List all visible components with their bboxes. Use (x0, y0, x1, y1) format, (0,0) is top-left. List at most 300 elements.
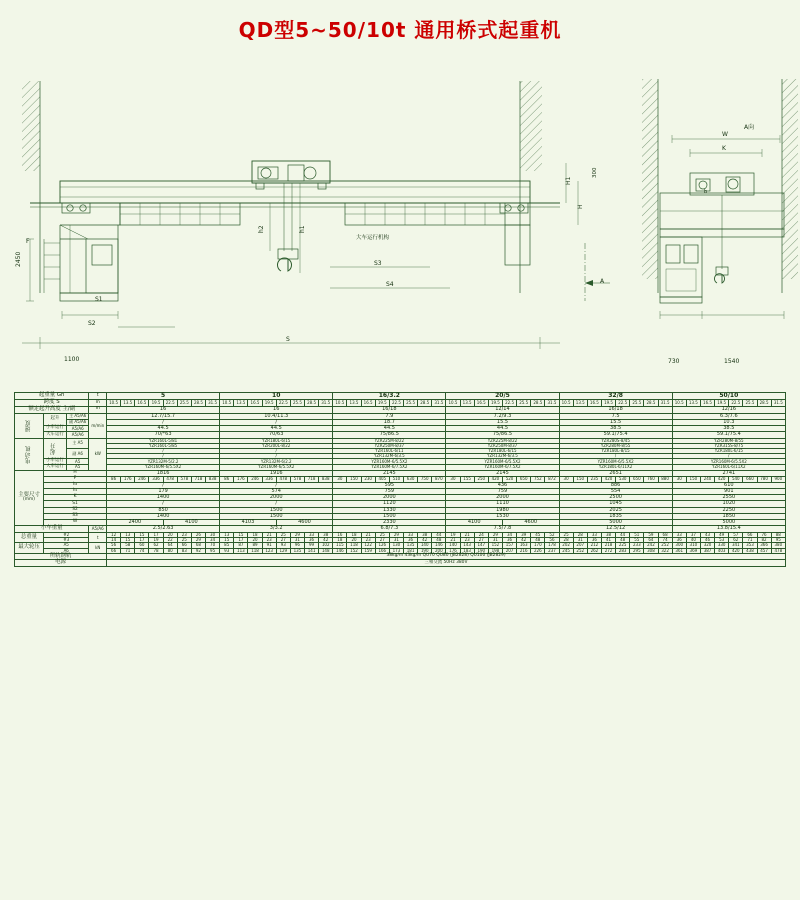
wheel-a5-cell: 380 (771, 543, 785, 548)
speed-trolley-5: 44.5 (107, 426, 220, 432)
span-cell: 25.5 (290, 400, 304, 407)
tw2-cell: 29 (290, 532, 304, 537)
tw2-cell: 51 (630, 532, 644, 537)
dim-F-cell: 150 (573, 476, 587, 482)
wheel-a5-cell: 102 (319, 543, 333, 548)
label-K: K (722, 145, 726, 152)
span-cell: 22.5 (389, 400, 403, 407)
wheel-a6-cell: 361 (672, 548, 686, 553)
row-label-lift-height-sub: 主/副 (62, 405, 76, 412)
dim-S3-16: 1500 (333, 513, 446, 519)
row-label-motor-lift: 起升 (43, 438, 66, 459)
tw3-cell: 36 (672, 538, 686, 543)
wheel-a6-cell: 118 (248, 548, 262, 553)
dim-W-8: 5000 (672, 520, 785, 526)
tw3-cell: 71 (743, 538, 757, 543)
wheel-a5-cell: 218 (601, 543, 615, 548)
span-cell: 31.5 (432, 400, 446, 407)
wheel-a5-cell: 146 (432, 543, 446, 548)
dim-F-cell: 540 (729, 476, 743, 482)
tw2-cell: 33 (403, 532, 417, 537)
dim-S4-16: 2330 (333, 520, 446, 526)
tw3-cell: 27 (375, 538, 389, 543)
wheel-a6-cell: 245 (559, 548, 573, 553)
span-cell: 13.5 (121, 400, 135, 407)
wheel-a5-cell: 140 (418, 543, 432, 548)
wheel-a6-cell: 226 (531, 548, 545, 553)
label-1100: 1100 (64, 356, 80, 363)
rail-value: 38kg/m 43kg/m QU70 QU80 (JB2828) QU100 (JB2829) (107, 553, 786, 560)
tw2-cell: 26 (191, 532, 205, 537)
speed-aux-5: / (107, 419, 220, 425)
dim-F-cell: 150 (686, 476, 700, 482)
wheel-a6-cell: 80 (163, 548, 177, 553)
motor-aux2-50: / (672, 454, 785, 459)
wheel-a5-cell: 143 (460, 543, 474, 548)
tw2-cell: 33 (672, 532, 686, 537)
tw2-cell: 28 (573, 532, 587, 537)
wheel-a5-cell: 56 (107, 543, 121, 548)
dim-F-cell: 510 (389, 476, 403, 482)
span-cell: 19.5 (715, 400, 729, 407)
cap-50: 50/10 (672, 393, 785, 400)
wheel-a6-cell: 146 (333, 548, 347, 553)
wheel-a6-cell: 83 (177, 548, 191, 553)
tw2-cell: 23 (177, 532, 191, 537)
motor-aux-50: YZR180L-6/15 (672, 449, 785, 454)
label-h1: h1 (299, 225, 306, 233)
dim-F-cell: 176 (121, 476, 135, 482)
dim-h1-50: 901 (672, 488, 785, 494)
tw3-cell: 56 (545, 538, 559, 543)
tw3-cell: 29 (191, 538, 205, 543)
motor-trolley-20: YZR160M-6/5.5X2 (446, 459, 559, 465)
motor-bridge-50: YZR160L-6/11X2 (672, 465, 785, 471)
tw2-cell: 16 (333, 532, 347, 537)
label-b: b (704, 189, 708, 195)
span-cell: 13.5 (686, 400, 700, 407)
tw3-cell: 31 (488, 538, 502, 543)
tw3-cell: 40 (686, 538, 700, 543)
span-cell: 22.5 (729, 400, 743, 407)
tw3-cell: 15 (121, 538, 135, 543)
span-cell: 22.5 (163, 400, 177, 407)
speed-bridge-50: 59.1/75.4 (672, 432, 785, 438)
wheel-a5-cell: 330 (715, 543, 729, 548)
dim-F-cell: 478 (276, 476, 290, 482)
tw2-cell: 38 (601, 532, 615, 537)
wheel-a6-cell: 93 (220, 548, 234, 553)
speed-trolley-16: 44.5 (333, 426, 446, 432)
motor-lift2-50: YZR315S-8/75 (672, 443, 785, 448)
dim-F-cell: 230 (361, 476, 375, 482)
motor-aux-20: YZR180L-6/15 (446, 449, 559, 454)
tw3-cell: 23 (361, 538, 375, 543)
label-A-view: A向 (744, 124, 755, 131)
wheel-a5-cell: 212 (587, 543, 601, 548)
span-cell: 10.5 (446, 400, 460, 407)
speed-bridge-32: 59.1/75.4 (559, 432, 672, 438)
dim-F-cell: 880 (658, 476, 672, 482)
speed-bridge-10: 70/63 (220, 432, 333, 438)
row-label-max-wheel-sub1: A5 (43, 543, 88, 548)
dim-S2-10: 1500 (220, 507, 333, 513)
trolley-w-5: 2.5/2.63 (107, 526, 220, 533)
tw2-cell: 44 (616, 532, 630, 537)
motor-lift2-5: YZR160L-5/85 (107, 443, 220, 448)
tw2-cell: 38 (319, 532, 333, 537)
wheel-a6-cell: 252 (573, 548, 587, 553)
dim-W-1: 2400 (107, 520, 164, 526)
motor-trolley-10: YZR132M-6/2.2 (220, 459, 333, 465)
dim-K-32: 2500 (559, 495, 672, 501)
speed-aux-50: 10.3 (672, 419, 785, 425)
dim-h1-20: 759 (446, 488, 559, 494)
dim-F-cell: 176 (234, 476, 248, 482)
specification-table (14, 392, 786, 567)
wheel-a5-cell: 68 (191, 543, 205, 548)
wheel-a5-cell: 135 (403, 543, 417, 548)
dim-F-cell: 650 (630, 476, 644, 482)
wheel-a5-cell: 60 (135, 543, 149, 548)
dim-S3-10: 1500 (220, 513, 333, 519)
wheel-a5-cell: 163 (517, 543, 531, 548)
row-label-motor-lift-aux: 副 A6 (66, 449, 89, 459)
wheel-a5-cell: 96 (290, 543, 304, 548)
tw3-cell: 41 (601, 538, 615, 543)
tw2-cell: 21 (262, 532, 276, 537)
label-S2: S2 (88, 320, 96, 327)
dim-H-5: 1816 (107, 470, 220, 476)
tw3-cell: 82 (757, 538, 771, 543)
span-cell: 10.5 (333, 400, 347, 407)
tw2-cell: 34 (502, 532, 516, 537)
wheel-a5-cell: 225 (616, 543, 630, 548)
span-cell: 16.5 (248, 400, 262, 407)
tw3-cell: 55 (630, 538, 644, 543)
tw3-cell: 36 (502, 538, 516, 543)
dim-W-7: 5000 (559, 520, 672, 526)
dim-S1-16: 1120 (333, 501, 446, 507)
spec-table (14, 392, 786, 567)
motor-lift2-10: YZR200L-8/22 (220, 443, 333, 448)
tw2-cell: 21 (460, 532, 474, 537)
row-label-speed-main-sub1: 主 A5/A6 (66, 413, 89, 419)
tw3-cell: 31 (573, 538, 587, 543)
dim-S2-5: 850 (107, 507, 220, 513)
dim-S1-50: 1020 (672, 501, 785, 507)
span-cell: 31.5 (206, 400, 220, 407)
tw2-cell: 25 (375, 532, 389, 537)
speed-bridge-5: 70/*63 (107, 432, 220, 438)
cap-10: 10 (220, 393, 333, 400)
table-row-power (15, 560, 786, 567)
row-label-speed-trolley-sub: A5/A6 (66, 426, 89, 432)
dim-F-cell: 336 (149, 476, 163, 482)
motor-aux-32: YZR180L-8/15 (559, 449, 672, 454)
tw2-cell: 15 (135, 532, 149, 537)
dim-W-3: 4103 (220, 520, 277, 526)
dim-K-10: 2000 (220, 495, 333, 501)
wheel-a5-cell: 140 (446, 543, 460, 548)
span-cell: 31.5 (658, 400, 672, 407)
span-cell: 10.5 (559, 400, 573, 407)
tw2-cell: 13 (220, 532, 234, 537)
wheel-a5-cell: 99 (305, 543, 319, 548)
motor-trolley-50: YZR160M-6/5.5X2 (672, 459, 785, 465)
wheel-a5-cell: 300 (672, 543, 686, 548)
trolley-w-10: 3/3.2 (220, 526, 333, 533)
dim-F-cell: 235 (587, 476, 601, 482)
motor-aux2-5: / (107, 454, 220, 459)
label-h2: h2 (258, 225, 265, 233)
span-cell: 28.5 (531, 400, 545, 407)
row-label-total-weight-sub1: #2 (43, 532, 88, 537)
row-label-max-wheel-sub2: A6 (43, 548, 88, 553)
tw2-cell: 44 (432, 532, 446, 537)
wheel-a6-cell: 190 (474, 548, 488, 553)
label-H1: H1 (565, 176, 572, 185)
tw3-cell: 34 (206, 538, 220, 543)
span-cell: 19.5 (262, 400, 276, 407)
tw2-cell: 25 (276, 532, 290, 537)
dim-name-S1: S1 (43, 501, 106, 507)
wheel-a5-cell: 66 (177, 543, 191, 548)
tw2-cell: 29 (488, 532, 502, 537)
label-S3: S3 (374, 260, 382, 267)
wheel-a6-cell: 403 (715, 548, 729, 553)
motor-aux2-32: / (559, 454, 672, 459)
motor-bridge-16: YZR160M-6/7.5X2 (333, 465, 446, 471)
tw2-cell: 57 (729, 532, 743, 537)
row-label-max-wheel: 最大轮压 (15, 543, 44, 553)
tw3-cell: 48 (616, 538, 630, 543)
dim-F-cell: 478 (163, 476, 177, 482)
dim-F-cell: 30 (559, 476, 573, 482)
wheel-a6-cell: 181 (403, 548, 417, 553)
motor-trolley-16: YZR160M-6/5.5X2 (333, 459, 446, 465)
tw3-cell: 64 (644, 538, 658, 543)
trolley-w-50: 13.8/15.4 (672, 526, 785, 533)
tw3-cell: 62 (729, 538, 743, 543)
dim-F-cell: 718 (191, 476, 205, 482)
span-cell: 10.5 (107, 400, 121, 407)
dim-name-H: H (43, 470, 106, 476)
tw2-cell: 25 (559, 532, 573, 537)
row-label-motor-lift-main: 主 A5 (66, 438, 89, 448)
wheel-a6-cell: 129 (276, 548, 290, 553)
tw2-cell: 37 (686, 532, 700, 537)
dim-F-cell: 30 (672, 476, 686, 482)
tw3-cell: 46 (700, 538, 714, 543)
tw3-cell: 74 (658, 538, 672, 543)
motor-aux-16: YZR160L-6/11 (333, 449, 446, 454)
tw3-cell: 18 (333, 538, 347, 543)
wheel-a6-cell: 200 (432, 548, 446, 553)
wheel-a5-cell: 85 (220, 543, 234, 548)
wheel-a6-cell: 190 (418, 548, 432, 553)
tw3-cell: 19 (149, 538, 163, 543)
speed-trolley-50: 38.5 (672, 426, 785, 432)
motor-lift-32: YZR280S-8/45 (559, 438, 672, 443)
speed-trolley-32: 38.5 (559, 426, 672, 432)
motor-aux-5: / (107, 449, 220, 454)
row-label-capacity: 起重量 Gn (15, 393, 89, 400)
tw3-cell: 21 (446, 538, 460, 543)
wheel-a6-cell: 71 (121, 548, 135, 553)
dim-h2-16: 595 (333, 482, 446, 488)
dim-H-50: 2741 (672, 470, 785, 476)
wheel-a5-cell: 170 (531, 543, 545, 548)
unit-kN: kN (89, 543, 107, 553)
dim-h1-32: 554 (559, 488, 672, 494)
wheel-a5-cell: 93 (276, 543, 290, 548)
dim-S2-50: 2250 (672, 507, 785, 513)
tw3-cell: 36 (305, 538, 319, 543)
motor-aux2-16: YZR132M-6/3.5 (333, 454, 446, 459)
dim-F-cell: 530 (616, 476, 630, 482)
span-cell: 31.5 (319, 400, 333, 407)
dim-F-cell: 760 (644, 476, 658, 482)
dim-F-cell: 718 (305, 476, 319, 482)
motor-aux2-10: / (220, 454, 333, 459)
wheel-a6-cell: 420 (729, 548, 743, 553)
row-label-lift-height: 额定起升高度 (28, 405, 61, 412)
motor-bridge-5: YZR160M-6/5.5X2 (107, 465, 220, 471)
tw3-cell: 27 (276, 538, 290, 543)
wheel-a6-cell: 66 (107, 548, 121, 553)
speed-trolley-10: 44.5 (220, 426, 333, 432)
span-cell: 19.5 (375, 400, 389, 407)
tw3-cell: 36 (403, 538, 417, 543)
wheel-a5-cell: 320 (700, 543, 714, 548)
dim-F-cell: 420 (601, 476, 615, 482)
tw3-cell: 53 (715, 538, 729, 543)
wheel-a6-cell: 369 (686, 548, 700, 553)
tw3-cell: 42 (517, 538, 531, 543)
cap-20: 20/5 (446, 393, 559, 400)
table-row-lift-height (15, 406, 786, 413)
dim-S2-32: 2025 (559, 507, 672, 513)
label-W: W (722, 131, 728, 138)
label-H: H (577, 204, 584, 209)
dim-h1-10: 574 (220, 488, 333, 494)
dim-h1-16: 759 (333, 488, 446, 494)
wheel-a6-cell: 176 (446, 548, 460, 553)
row-label-motor-bridge-sub: A5 (66, 465, 89, 471)
dim-F-cell: 660 (743, 476, 757, 482)
dim-S2-16: 1330 (333, 507, 446, 513)
wheel-a6-cell: 322 (658, 548, 672, 553)
speed-main-5: 12.7/15.7 (107, 413, 220, 419)
label-A-arrow: A (600, 278, 605, 285)
dim-F-cell: 752 (531, 476, 545, 482)
wheel-a6-cell: 457 (757, 548, 771, 553)
dim-F-cell: 86 (107, 476, 121, 482)
wheel-a5-cell: 70 (206, 543, 220, 548)
tw2-cell: 13 (121, 532, 135, 537)
label-S: S (286, 336, 290, 343)
motor-lift-20: YZR225M-8/22 (446, 438, 559, 443)
row-label-trolley-weight-sub: A5/A6 (89, 526, 107, 533)
dim-F-cell: 336 (262, 476, 276, 482)
wheel-a5-cell: 89 (248, 543, 262, 548)
wheel-a5-cell: 157 (502, 543, 516, 548)
tw2-cell: 52 (545, 532, 559, 537)
tw2-cell: 24 (474, 532, 488, 537)
row-label-speed-main-sub2: 副 A5/A6 (66, 419, 89, 425)
speed-main-10: 10.4/11.3 (220, 413, 333, 419)
motor-bridge-32: YZR180L-6/11X2 (559, 465, 672, 471)
span-cell: 16.5 (474, 400, 488, 407)
trolley-w-32: 12.5/12 (559, 526, 672, 533)
dim-h2-5: / (107, 482, 220, 488)
tw2-cell: 66 (743, 532, 757, 537)
dim-H-10: 1916 (220, 470, 333, 476)
motor-lift-50: YZR280M-8/55 (672, 438, 785, 443)
wheel-a6-cell: 78 (149, 548, 163, 553)
span-cell: 22.5 (616, 400, 630, 407)
span-cell: 28.5 (644, 400, 658, 407)
wheel-a6-cell: 74 (135, 548, 149, 553)
dim-F-cell: 30 (333, 476, 347, 482)
wheel-a5-cell: 152 (488, 543, 502, 548)
dim-S3-5: 1400 (107, 513, 220, 519)
span-cell: 25.5 (630, 400, 644, 407)
span-cell: 16.5 (361, 400, 375, 407)
wheel-a5-cell: 233 (630, 543, 644, 548)
table-row-span (15, 400, 786, 407)
dim-F-cell: 150 (347, 476, 361, 482)
row-label-speed: 速度 (15, 413, 44, 438)
motor-lift2-16: YZR250M-8/37 (333, 443, 446, 448)
tw2-cell: 18 (347, 532, 361, 537)
wheel-a6-cell: 387 (700, 548, 714, 553)
wheel-a5-cell: 64 (163, 543, 177, 548)
speed-aux-16: 18.7 (333, 419, 446, 425)
span-cell: 13.5 (460, 400, 474, 407)
wheel-a5-cell: 115 (333, 543, 347, 548)
row-label-span: 跨度 S (15, 400, 89, 407)
span-cell: 28.5 (305, 400, 319, 407)
label-S4: S4 (386, 281, 394, 288)
dim-h2-32: 886 (559, 482, 672, 488)
cap-5: 5 (107, 393, 220, 400)
dim-K-20: 2000 (446, 495, 559, 501)
span-cell: 22.5 (502, 400, 516, 407)
span-cell: 19.5 (149, 400, 163, 407)
span-cell: 10.5 (672, 400, 686, 407)
span-cell: 16.5 (135, 400, 149, 407)
lift-h-16: 16/18 (333, 406, 446, 413)
dim-H-20: 2145 (446, 470, 559, 476)
row-label-motor-trolley-sub: A5 (66, 459, 89, 465)
motor-trolley-32: YZR160M-6/5.5X2 (559, 459, 672, 465)
wheel-a6-cell: 159 (361, 548, 375, 553)
dim-W-4: 4600 (276, 520, 333, 526)
row-label-motor-bridge: 大车运行 (43, 465, 66, 471)
tw3-cell: 28 (559, 538, 573, 543)
wheel-a5-cell: 62 (149, 543, 163, 548)
tw3-cell: 15 (220, 538, 234, 543)
tw2-cell: 88 (771, 532, 785, 537)
span-cell: 16.5 (587, 400, 601, 407)
motor-aux2-20: YZR132M-6/3.5 (446, 454, 559, 459)
tw2-cell: 20 (163, 532, 177, 537)
wheel-a5-cell: 252 (658, 543, 672, 548)
tw2-cell: 21 (361, 532, 375, 537)
wheel-a6-cell: 295 (630, 548, 644, 553)
